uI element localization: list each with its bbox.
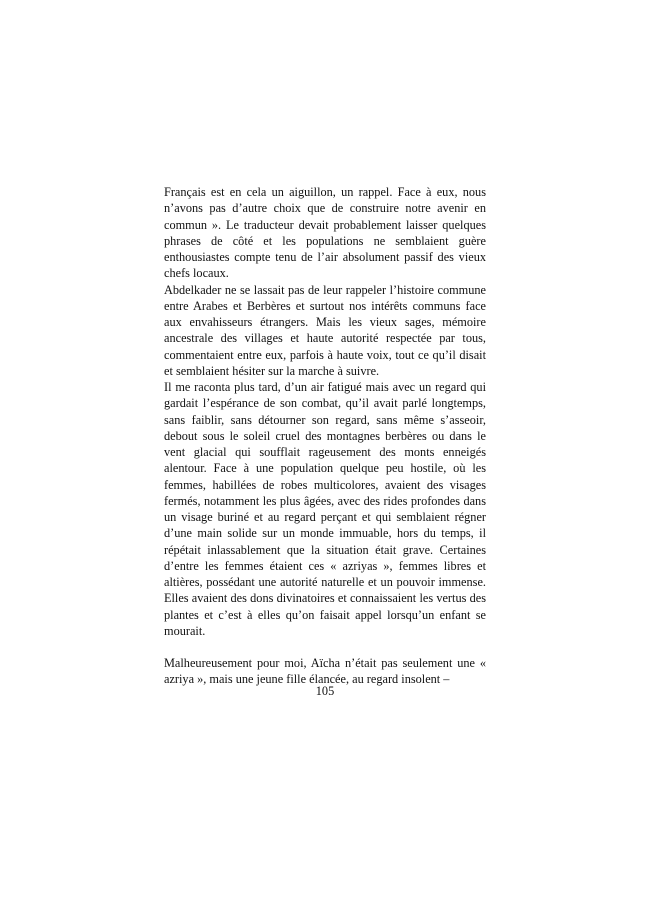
paragraph-2: Abdelkader ne se lassait pas de leur rappeler l’histoire commune entre Arabes et Berbères et surtout nos intérêts communs face aux envahisseurs étrangers. Mais les vieux sages, mémoire ancestrale des villages et haute autorité respectée par tous, commentaient entre eux, parfois à haute voix, tout ce qu’il disait et semblaient hésiter sur la marche à suivre.: [164, 282, 486, 378]
paragraph-3: Il me raconta plus tard, d’un air fatigué mais avec un regard qui gardait l’espérance de son combat, qu’il avait parlé longtemps, sans faiblir, sans détourner son regard, sans même s’asseoir, debout sous le soleil cruel des montagnes berbères ou dans le vent glacial qui soufflait rageusement des monts enneigés alentour. Face à une population quelque peu hostile, où les femmes, habillées de robes multicolores, avaient des visages fermés, notamment les plus âgées, avec des rides profondes dans un visage buriné et au regard perçant et qui semblaient régner d’une main solide sur un monde immuable, hors du temps, il répétait inlassablement que la situation était grave. Certaines d’entre les femmes étaient ces « azriyas », femmes libres et altières, possédant une autorité naturelle et un pouvoir immense. Elles avaient des dons divinatoires et connaissaient les vertus des plantes et c’est à elles qu’on faisait appel lorsqu’un enfant se mourait.: [164, 380, 486, 638]
page-number: 105: [315, 684, 335, 698]
paragraph-4: Malheureusement pour moi, Aïcha n’était pas seulement une « azriya », mais une jeune fille élancée, au regard insolent –: [164, 656, 486, 687]
body-text: [164, 184, 486, 688]
paragraph-1: Français est en cela un aiguillon, un rappel. Face à eux, nous n’avons pas d’autre choix que de construire notre avenir en commun ». Le traducteur devait probablement laisser quelques phrases de côté et les populations ne semblaient guère enthousiastes compte tenu de l’air absolument passif des vieux chefs locaux.: [164, 185, 486, 281]
